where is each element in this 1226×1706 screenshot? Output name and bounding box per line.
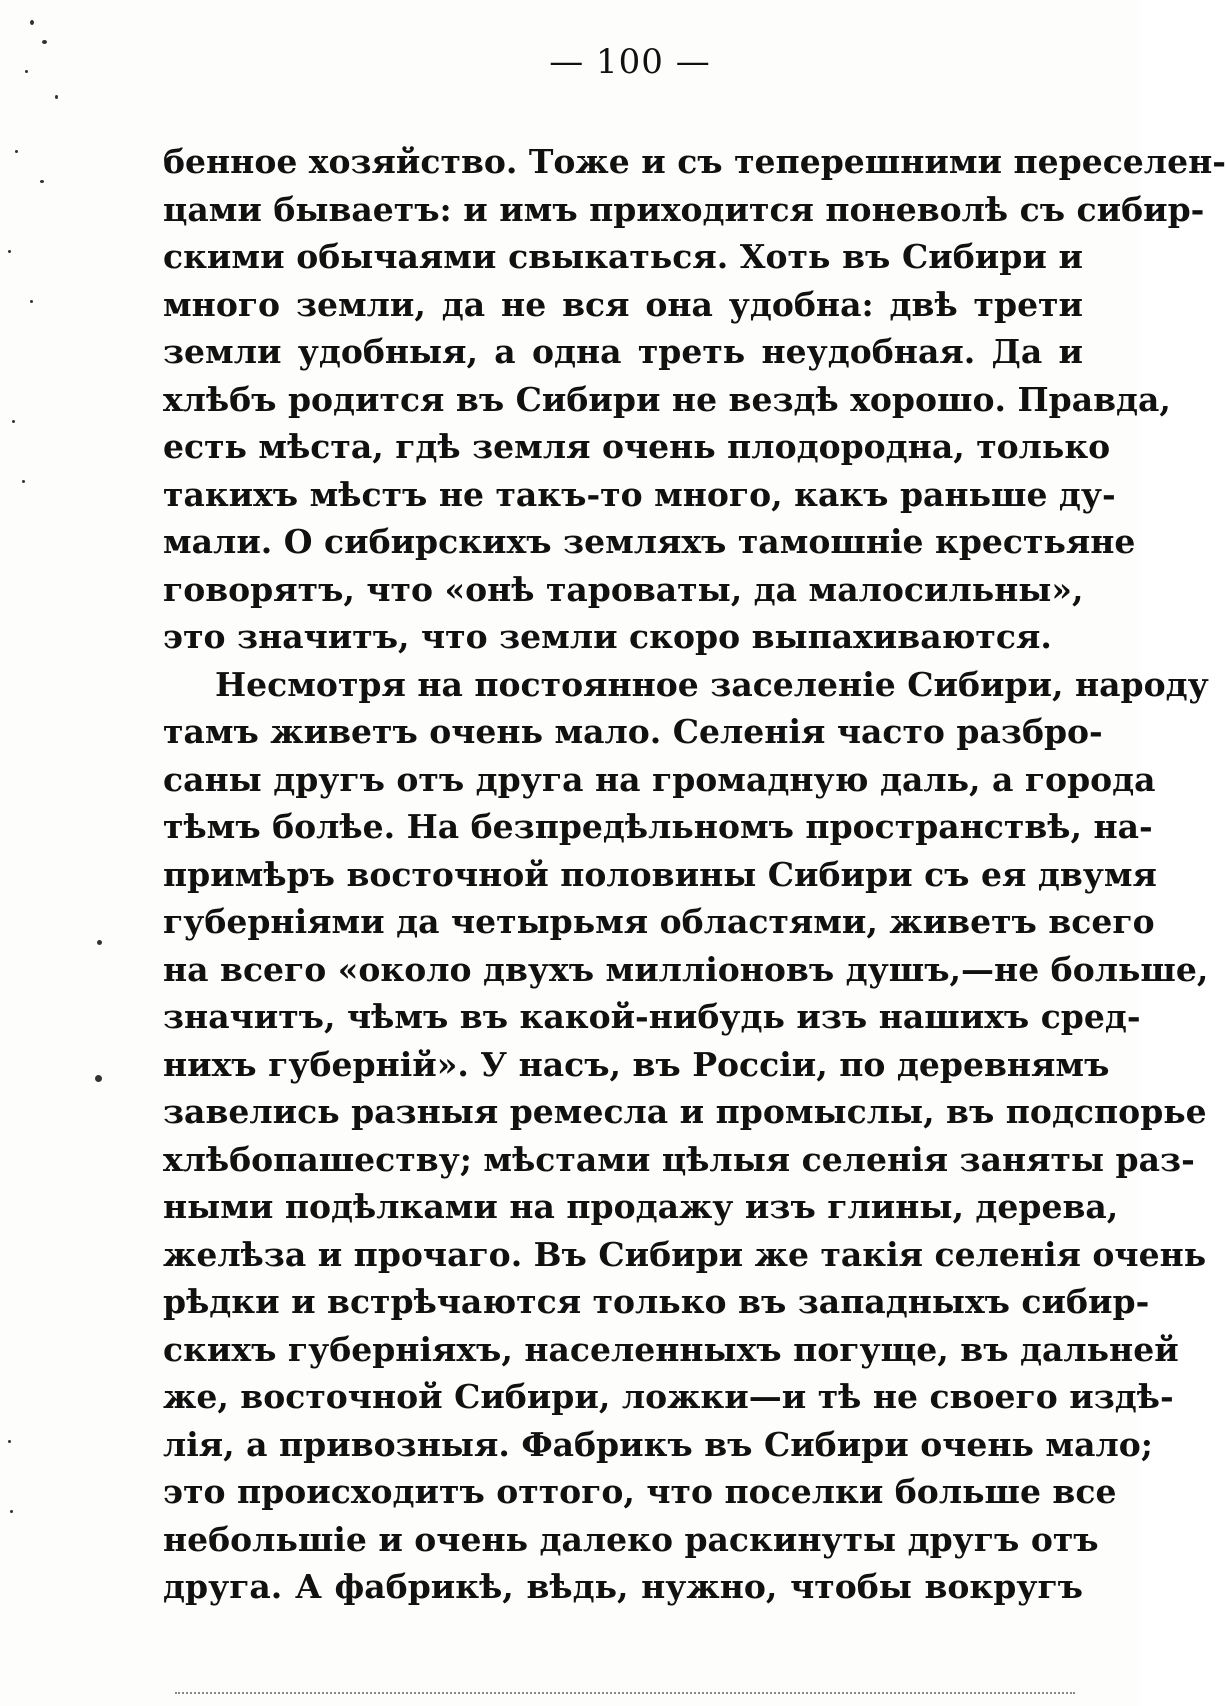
text-line: завелись разныя ремесла и промыслы, въ подспорье <box>163 1092 1207 1131</box>
text-line: лія, а привозныя. Фабрикъ въ Сибири очень мало; <box>163 1424 1153 1464</box>
scan-speck <box>8 1440 11 1443</box>
text-line: тамъ живетъ очень мало. Селенія часто разбро- <box>163 712 1103 751</box>
text-line: есть мѣста, гдѣ земля очень плодородна, только <box>163 427 1111 466</box>
text-line: ными подѣлками на продажу изъ глины, дерева, <box>163 1187 1119 1226</box>
text-line: губерніями да четырьмя областями, живетъ всего <box>163 902 1155 941</box>
text-line: желѣза и прочаго. Въ Сибири же такія селенія очень <box>163 1234 1207 1274</box>
scan-speck <box>25 70 28 73</box>
text-line: это значитъ, что земли скоро выпахиваются. <box>163 617 1052 656</box>
scan-speck <box>8 250 11 253</box>
scan-speck <box>12 420 15 423</box>
scan-speck <box>55 95 58 99</box>
text-line: же, восточной Сибири, ложки—и тѣ не своего издѣ- <box>163 1377 1174 1416</box>
page-bottom-edge <box>175 1692 1075 1694</box>
scan-speck <box>30 300 33 303</box>
scan-speck <box>95 1075 102 1082</box>
text-line: тѣмъ болѣе. На безпредѣльномъ пространствѣ, на- <box>163 807 1153 846</box>
text-line: друга. А фабрикѣ, вѣдь, нужно, чтобы вокругъ <box>163 1567 1083 1606</box>
text-line: бенное хозяйство. Тоже и съ теперешними переселен- <box>163 142 1226 181</box>
scan-speck <box>97 940 102 945</box>
text-line: нихъ губерній». У насъ, въ Россіи, по деревнямъ <box>163 1044 1110 1084</box>
page-number: — 100 — <box>549 42 711 82</box>
scan-speck <box>22 480 25 483</box>
text-line: примѣръ восточной половины Сибири съ ея двумя <box>163 854 1157 894</box>
text-line: мали. О сибирскихъ земляхъ тамошніе крестьяне <box>163 522 1136 561</box>
scan-speck <box>42 40 47 44</box>
body-text <box>163 138 1226 1611</box>
text-line: это происходитъ оттого, что поселки больше все <box>163 1472 1117 1511</box>
text-line: саны другъ отъ друга на громадную даль, а города <box>163 759 1156 799</box>
text-line: земли удобныя, а одна треть неудобная. Да и <box>163 332 1083 371</box>
text-line: скими обычаями свыкаться. Хоть въ Сибири и <box>163 237 1083 276</box>
text-line: рѣдки и встрѣчаются только въ западныхъ сибир- <box>163 1282 1150 1321</box>
scan-speck <box>40 180 44 183</box>
paragraph-start-line: Несмотря на постоянное заселеніе Сибири, народу <box>215 664 1209 704</box>
scan-speck <box>15 150 18 153</box>
text-line: хлѣбопашеству; мѣстами цѣлыя селенія заняты раз- <box>163 1139 1195 1179</box>
text-line: говорятъ, что «онѣ тароваты, да малосильны», <box>163 569 1084 609</box>
scan-speck <box>10 1510 13 1513</box>
text-line: на всего «около двухъ милліоновъ душъ,—не больше, <box>163 949 1209 989</box>
scan-speck <box>30 20 34 25</box>
text-line: небольшіе и очень далеко раскинуты другъ отъ <box>163 1519 1099 1559</box>
text-line: много земли, да не вся она удобна: двѣ трети <box>163 284 1083 324</box>
text-line: хлѣбъ родится въ Сибири не вездѣ хорошо. Правда, <box>163 379 1171 419</box>
text-line: такихъ мѣстъ не такъ-то много, какъ раньше ду- <box>163 474 1116 514</box>
text-line: значитъ, чѣмъ въ какой-нибудь изъ нашихъ сред- <box>163 997 1141 1036</box>
text-line: цами бываетъ: и имъ приходится поневолѣ съ сибир- <box>163 189 1205 229</box>
text-line: скихъ губерніяхъ, населенныхъ погуще, въ дальней <box>163 1329 1179 1369</box>
